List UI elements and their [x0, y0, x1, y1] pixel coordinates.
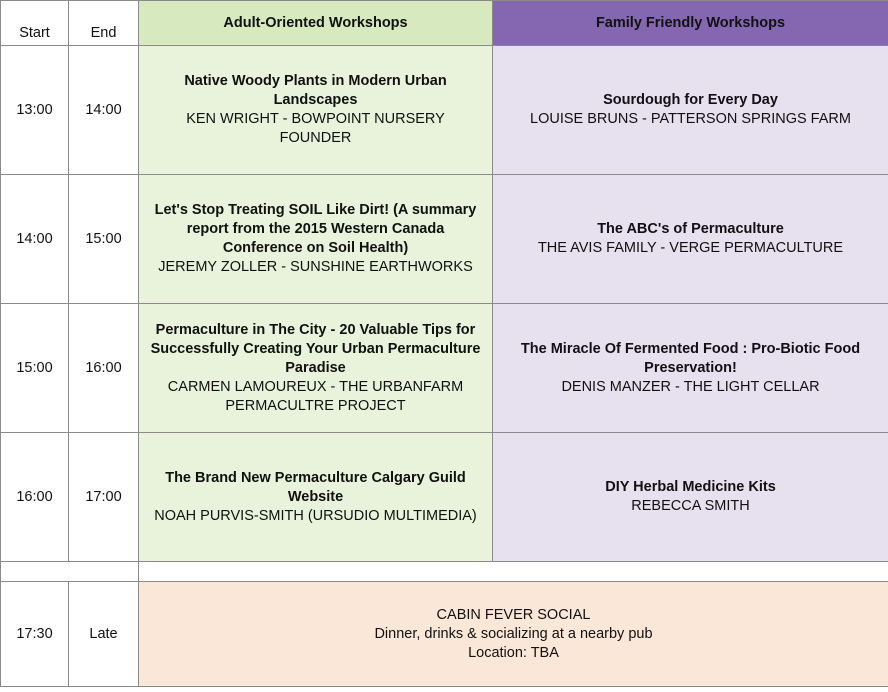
- family-workshop-cell: [493, 433, 888, 562]
- start-time: 16:00: [1, 433, 69, 562]
- workshop-title: Permaculture in The City - 20 Valuable Tips for Successfully Creating Your Urban Permaculture Paradise: [150, 321, 481, 376]
- workshop-title: The ABC's of Permaculture: [597, 221, 784, 237]
- schedule-row: [1, 46, 888, 175]
- workshop-presenter: THE AVIS FAMILY - VERGE PERMACULTURE: [537, 240, 844, 256]
- end-time: 15:00: [69, 175, 139, 304]
- workshop-title: The Miracle Of Fermented Food : Pro-Biotic Food Preservation!: [520, 340, 861, 376]
- workshop-presenter: CARMEN LAMOUREUX - THE URBANFARM PERMACULTRE PROJECT: [167, 378, 464, 414]
- workshop-presenter: NOAH PURVIS-SMITH (URSUDIO MULTIMEDIA): [154, 507, 477, 524]
- start-time: 15:00: [1, 304, 69, 433]
- workshop-title: Native Woody Plants in Modern Urban Landscapes: [184, 73, 447, 108]
- family-workshop-cell: [493, 46, 888, 175]
- family-workshop-cell: [493, 175, 888, 304]
- workshop-presenter: KEN WRIGHT - BOWPOINT NURSERY FOUNDER: [186, 111, 445, 146]
- social-row: [1, 582, 888, 687]
- end-time: 16:00: [69, 304, 139, 433]
- family-workshop-cell: [493, 304, 888, 433]
- workshop-title: DIY Herbal Medicine Kits: [605, 479, 776, 495]
- social-event-cell: [139, 582, 888, 687]
- social-location: Location: TBA: [468, 644, 559, 661]
- adult-workshop-cell: [139, 304, 493, 433]
- workshop-title: The Brand New Permaculture Calgary Guild Website: [165, 469, 466, 505]
- adult-workshop-cell: [139, 175, 493, 304]
- social-description: Dinner, drinks & socializing at a nearby pub: [374, 625, 653, 642]
- workshop-presenter: LOUISE BRUNS - PATTERSON SPRINGS FARM: [530, 111, 851, 127]
- start-column-header: Start: [1, 1, 69, 46]
- schedule-row: [1, 175, 888, 304]
- spacer-cell: [1, 562, 139, 582]
- workshop-presenter: REBECCA SMITH: [631, 498, 750, 514]
- workshop-title: Let's Stop Treating SOIL Like Dirt! (A summary report from the 2015 Western Canada Conference on Soil Health): [154, 202, 477, 256]
- social-title: CABIN FEVER SOCIAL: [436, 606, 591, 623]
- end-time: Late: [69, 582, 139, 687]
- end-time: 14:00: [69, 46, 139, 175]
- adult-workshop-cell: [139, 46, 493, 175]
- spacer-row: [1, 562, 888, 582]
- header-row: [1, 1, 888, 46]
- schedule-row: [1, 433, 888, 562]
- schedule-row: [1, 304, 888, 433]
- adult-workshops-header: Adult-Oriented Workshops: [139, 1, 493, 46]
- start-time: 17:30: [1, 582, 69, 687]
- workshop-title: Sourdough for Every Day: [603, 92, 778, 108]
- start-time: 14:00: [1, 175, 69, 304]
- end-time: 17:00: [69, 433, 139, 562]
- start-time: 13:00: [1, 46, 69, 175]
- adult-workshop-cell: [139, 433, 493, 562]
- spacer-cell: [139, 562, 888, 582]
- end-column-header: End: [69, 1, 139, 46]
- workshop-presenter: DENIS MANZER - THE LIGHT CELLAR: [561, 378, 820, 395]
- family-workshops-header: Family Friendly Workshops: [493, 1, 888, 46]
- workshop-presenter: JEREMY ZOLLER - SUNSHINE EARTHWORKS: [158, 259, 473, 275]
